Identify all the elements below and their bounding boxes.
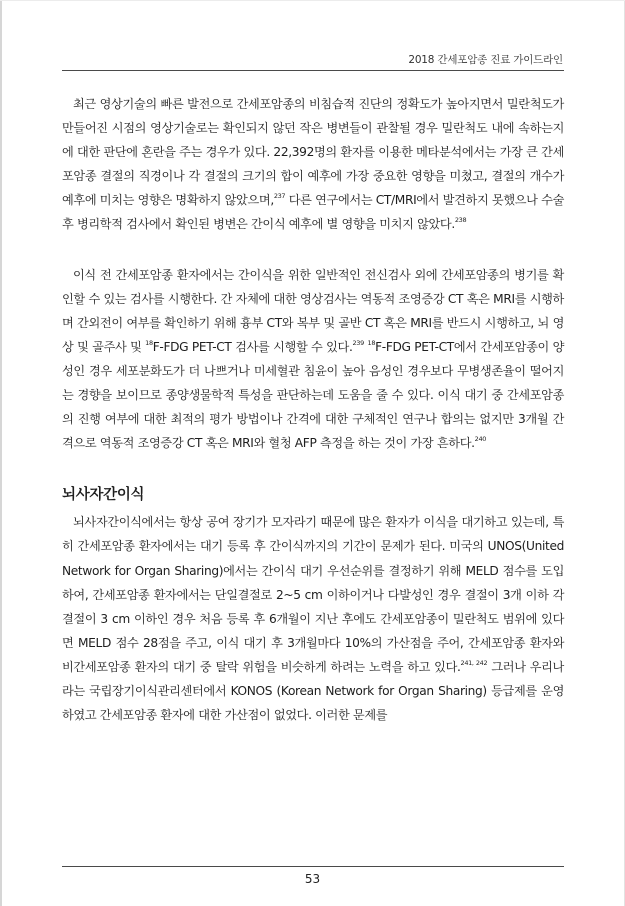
paragraph-text: 다른 연구에서는 CT/MRI에서 발견하지 못했으나 수술 후 병리학적 검사에서 확인된 병변은 간이식 예후에 별 영향을 미치지 않았다. <box>62 193 564 232</box>
paragraph-imaging-accuracy <box>62 92 564 237</box>
paragraph-pretransplant-workup <box>62 263 564 456</box>
paragraph-text: 최근 영상기술의 빠른 발전으로 간세포암종의 비침습적 진단의 정확도가 높아지면서 밀란척도가 만들어진 시점의 영상기술로는 확인되지 않던 작은 병변들이 관찰될 경우 밀란척도 내에 속하는지에 대한 판단에 혼란을 주는 경우가 있다. 22,392명의 환자를 이용한 메타분석에서는 가장 큰 간세포암종 결절의 직경이나 각 결절의 크기의 합이 예후에 가장 중요한 영향을 미쳤고, 결절의 개수가 예후에 미치는 영향은 명확하지 않았으며, <box>62 97 564 208</box>
isotope-superscript: 18 <box>145 338 153 347</box>
page-body <box>62 92 564 727</box>
paragraph-text: 이식 전 간세포암종 환자에서는 간이식을 위한 일반적인 전신검사 외에 간세포암종의 병기를 확인할 수 있는 검사를 시행한다. 간 자체에 대한 영상검사는 역동적 조영증강 CT 혹은 MRI를 시행하며 간외전이 여부를 확인하기 위해 흉부 CT와 복부 및 골반 CT 혹은 MRI를 반드시 시행하고, 뇌 영상 및 골주사 및 <box>62 267 564 354</box>
citation-ref: 237 <box>273 192 286 201</box>
paragraph-deceased-donor <box>62 510 564 727</box>
citation-ref: 238 <box>454 216 467 225</box>
paragraph-text: 그러나 우리나라는 국립장기이식관리센터에서 KONOS (Korean Network for Organ Sharing) 등급제를 운영하였고 간세포암종 환자에 대한 가산점이 없었다. 이러한 문제를 <box>62 659 564 723</box>
paragraph-text: F-FDG PET-CT에서 간세포암종이 양성인 경우 세포분화도가 더 나쁘거나 미세혈관 침윤이 높아 음성인 경우보다 무병생존율이 떨어지는 경향을 보이므로 종양생물학적 특성을 판단하는데 도움을 줄 수 있다. 이식 대기 중 간세포암종의 진행 여부에 대한 최적의 평가 방법이나 간격에 대한 구체적인 연구나 합의는 없지만 3개월 간격으로 역동적 조영증강 CT 혹은 MRI와 혈청 AFP 측정을 하는 것이 가장 흔하다. <box>62 339 565 451</box>
isotope-superscript: 18 <box>367 338 376 347</box>
footer-divider <box>62 866 564 867</box>
page-number: 53 <box>304 872 321 886</box>
page-edge-top <box>0 0 625 1</box>
running-header: 2018 간세포암종 진료 가이드라인 <box>408 54 563 66</box>
citation-ref: 240 <box>474 435 487 444</box>
citation-ref: 241, 242 <box>460 658 488 667</box>
paragraph-spacer <box>62 237 564 263</box>
paragraph-text: F-FDG PET-CT 검사를 시행할 수 있다. <box>152 339 353 354</box>
header-divider <box>62 70 564 71</box>
page-edge-left <box>0 0 2 906</box>
citation-ref: 239 <box>352 338 364 347</box>
section-heading: 뇌사자간이식 <box>62 487 145 504</box>
paragraph-text: 뇌사자간이식에서는 항상 공여 장기가 모자라기 때문에 많은 환자가 이식을 대기하고 있는데, 특히 간세포암종 환자에서는 대기 등록 후 간이식까지의 기간이 문제가 된다. 미국의 UNOS(United Network for Organ Sharing)에서는 간이식 대기 우선순위를 결정하기 위해 MELD 점수를 도입하여, 간세포암종 환자에서는 단일결절로 2~5 cm 이하이거나 다발성인 경우 결절이 3개 이하 각 결절이 3 cm 이하인 경우 처음 등록 후 6개월이 지난 후에도 간세포암종이 밀란척도 범위에 있다면 MELD 점수 28점을 주고, 이식 대기 후 3개월마다 10%의 가산점을 주어, 간세포암종 환자와 비간세포암종 환자의 대기 중 탈락 위험을 비슷하게 하려는 노력을 하고 있다. <box>62 515 564 674</box>
